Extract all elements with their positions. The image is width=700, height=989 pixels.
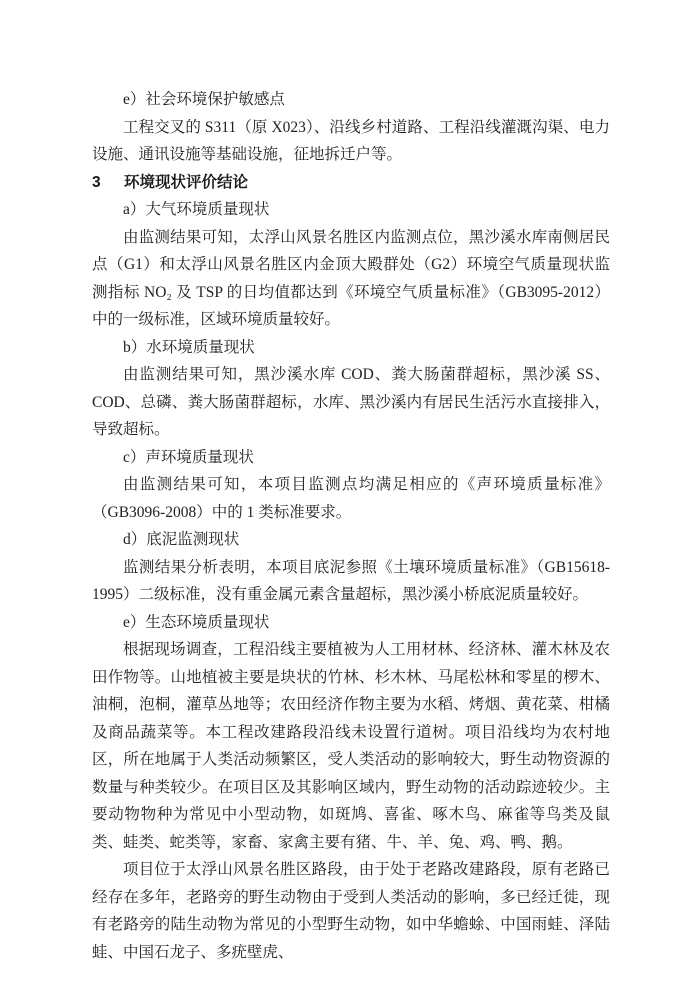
list-item-a-air: a）大气环境质量现状 bbox=[123, 201, 270, 218]
list-item-e-ecology: e）生态环境质量现状 bbox=[123, 613, 270, 631]
section-number: 3 bbox=[92, 173, 101, 191]
list-item-b-water: b）水环境质量现状 bbox=[123, 338, 255, 356]
paragraph-sediment-monitoring: 监测结果分析表明，本项目底泥参照《土壤环境质量标准》（GB15618-1995）二级标准，没有重金属元素含量超标，黑沙溪小桥底泥质量较好。 bbox=[92, 558, 610, 603]
list-item-e-social: e）社会环境保护敏感点 bbox=[123, 91, 285, 108]
paragraph-ecology-vegetation-animals: 根据现场调查，工程沿线主要植被为人工用材林、经济林、灌木林及农田作物等。山地植被主要是块状的竹林、杉木林、马尾松林和零星的椤木、油桐，泡桐，灌草丛地等；农田经济作物主要为水稻、烤烟、黄花菜、柑橘及商品蔬菜等。本工程改建路段沿线未设置行道树。项目沿线均为农村地区，所在地属于人类活动频繁区，受人类活动的影响较大，野生动物资源的数量与种类较少。在项目区及其影响区域内，野生动物的活动踪迹较少。主要动物物种为常见中小型动物，如斑鸠、喜雀、啄木鸟、麻雀等鸟类及鼠类、蛙类、蛇类等，家畜、家禽主要有猪、牛、羊、兔、鸡、鸭、鹅。 bbox=[92, 641, 610, 851]
list-item-d-sediment: d）底泥监测现状 bbox=[123, 531, 240, 548]
paragraph-scenic-area-wildlife: 项目位于太浮山风景名胜区路段，由于处于老路改建路段，原有老路已经存在多年，老路旁的野生动物由于受到人类活动的影响，多已经迁徙，现有老路旁的陆生动物为常见的小型野生动物，如中华蟾蜍、中国雨蛙、泽陆蛙、中国石龙子、多疣壁虎、 bbox=[92, 861, 610, 961]
document-content bbox=[92, 86, 610, 966]
paragraph-water-quality: 由监测结果可知，黑沙溪水库 COD、粪大肠菌群超标，黑沙溪 SS、COD、总磷、粪大肠菌群超标，水库、黑沙溪内有居民生活污水直接排入，导致超标。 bbox=[92, 366, 610, 438]
list-item-c-noise: c）声环境质量现状 bbox=[123, 448, 254, 466]
paragraph-noise-quality: 由监测结果可知，本项目监测点均满足相应的《声环境质量标准》（GB3096-2008）中的 1 类标准要求。 bbox=[92, 476, 610, 521]
section-title: 环境现状评价结论 bbox=[124, 173, 249, 191]
paragraph-social-sensitive-points: 工程交叉的 S311（原 X023）、沿线乡村道路、工程沿线灌溉沟渠、电力设施、通讯设施等基础设施，征地拆迁户等。 bbox=[92, 118, 610, 163]
paragraph-air-quality: 由监测结果可知，太浮山风景名胜区内监测点位，黑沙溪水库南侧居民点（G1）和太浮山风景名胜区内金顶大殿群处（G2）环境空气质量现状监测指标 NO₂ 及 TSP 的日均值都达到《环境空气质量标准》（GB3095-2012）中的一级标准，区域环境质量较好。 bbox=[92, 228, 610, 328]
section-heading bbox=[92, 169, 610, 197]
